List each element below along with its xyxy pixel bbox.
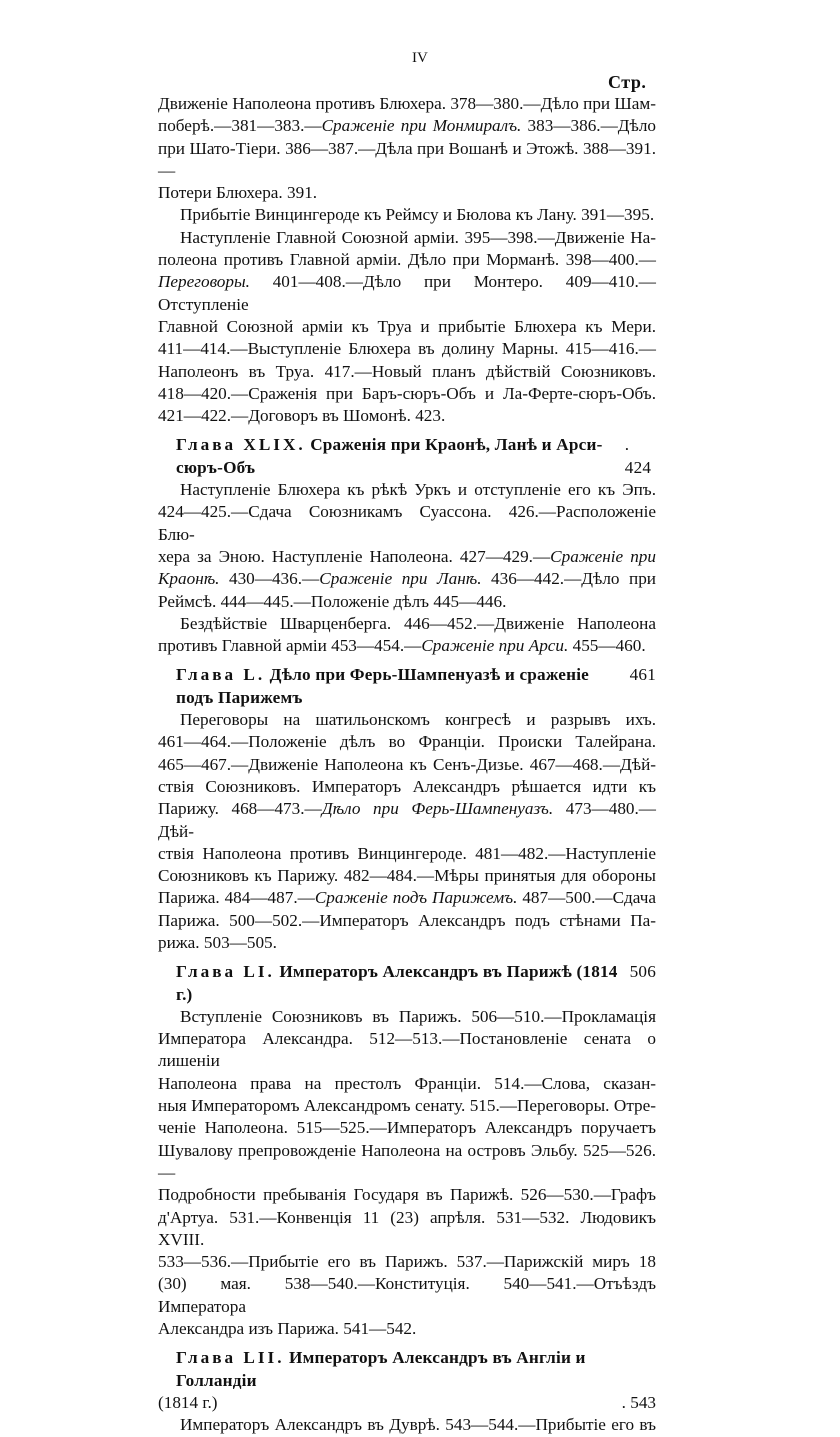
text-line: ствія Союзниковъ. Императоръ Александръ рѣшается идти къ <box>158 776 656 796</box>
chapter-52-summary <box>158 1414 656 1436</box>
chapter-51-summary <box>158 1006 656 1340</box>
italic-battle-name: Сраженіе при Ланѣ. <box>319 569 482 589</box>
chapter-52-heading <box>158 1347 656 1392</box>
chapter-50-heading <box>158 664 656 709</box>
chapter-50-summary <box>158 709 656 954</box>
text-line: 424—425.—Сдача Союзникамъ Суассона. 426.—Расположеніе Блю- <box>158 502 656 544</box>
chapter-51-heading <box>158 961 656 1006</box>
chapter-title: Дѣло при Ферь-Шампенуазѣ и сраженіе подъ Парижемъ <box>176 665 590 707</box>
text-line: ныя Императоромъ Александромъ сенату. 515.—Переговоры. Отре- <box>158 1096 656 1116</box>
chapter-leader-dots: . <box>621 1392 626 1412</box>
chapter-label: Глава L. <box>176 665 266 685</box>
text-line: Подробности пребыванія Государя въ Парижѣ. 526—530.—Графъ <box>158 1185 656 1205</box>
text-line: Переговоры. 401—408.—Дѣло при Монтеро. 409—410.—Отступленіе <box>158 272 656 314</box>
chapter-leader-dots: . <box>624 435 630 455</box>
chapter-title: Сраженія при Краонѣ, Ланѣ и Арси-сюръ-Объ <box>176 435 603 477</box>
text-line: полеона противъ Главной арміи. Дѣло при Морманѣ. 398—400.— <box>158 250 656 270</box>
chapter-49-heading <box>158 434 656 479</box>
text-line: Наступленіе Главной Союзной арміи. 395—398.—Движеніе На- <box>180 227 656 247</box>
paragraph-reinforcements <box>158 204 656 226</box>
text-line: поберѣ.—381—383.—Сраженіе при Монмиралъ. 383—386.—Дѣло <box>158 116 656 136</box>
text-line: Императора Александра. 512—513.—Постановленіе сената о лишеніи <box>158 1029 656 1071</box>
text-line: Наполеона права на престолъ Франціи. 514.—Слова, сказан- <box>158 1073 656 1093</box>
italic-negotiations: Переговоры. <box>158 272 250 292</box>
chapter-49-summary <box>158 479 656 657</box>
text-line: Наступленіе Блюхера къ рѣкѣ Уркъ и отступленіе его къ Эпъ. <box>180 480 656 500</box>
text-line: при Шато-Тіери. 386—387.—Дѣла при Вошанѣ и Этожѣ. 388—391.— <box>158 138 656 180</box>
chapter-page-ref: 461 <box>629 665 656 685</box>
paragraph-main-army <box>158 227 656 428</box>
chapter-label: Глава LII. <box>176 1348 285 1368</box>
text-line: Парижа. 484—487.—Сраженіе подъ Парижемъ. 487—500.—Сдача <box>158 888 656 908</box>
chapter-label: Глава LI. <box>176 962 275 982</box>
text-line: Прибытіе Винцингероде къ Реймсу и Бюлова къ Лану. 391—395. <box>180 205 655 225</box>
text-line: хера за Эною. Наступленіе Наполеона. 427—429.—Сраженіе при <box>158 546 656 566</box>
italic-battle-name: Дѣло при Ферь-Шампенуазъ. <box>321 799 554 819</box>
text-line: Парижу. 468—473.—Дѣло при Ферь-Шампенуазъ. 473—480.—Дѣй- <box>158 799 656 841</box>
chapter-page-ref: 506 <box>629 962 656 982</box>
chapter-page-ref: 543 <box>630 1392 656 1412</box>
text-line: Вступленіе Союзниковъ въ Парижъ. 506—510.—Прокламація <box>180 1006 656 1026</box>
chapter-year: (1814 г.) <box>158 1392 218 1412</box>
italic-battle-name: Сраженіе подъ Парижемъ. <box>314 888 518 908</box>
italic-battle-name: Сраженіе при Арси. <box>421 636 569 656</box>
text-line: Главной Союзной арміи къ Труа и прибытіе Блюхера къ Мери. <box>158 316 656 336</box>
chapter-page-ref: 424 <box>624 457 652 477</box>
text-line: 418—420.—Сраженія при Баръ-сюръ-Объ и Ла-Ферте-сюръ-Объ. <box>158 383 656 403</box>
chapter-title: Императоръ Александръ въ Парижѣ (1814 г.) <box>176 962 618 1004</box>
text-line: Императоръ Александръ въ Дуврѣ. 543—544.—Прибытіе его въ <box>180 1415 656 1435</box>
text-line: Наполеонъ въ Труа. 417.—Новый планъ дѣйствій Союзниковъ. <box>158 361 656 381</box>
text-line: Движеніе Наполеона противъ Блюхера. 378—380.—Дѣло при Шам- <box>158 94 656 113</box>
text-line: Бездѣйствіе Шварценберга. 446—452.—Движеніе Наполеона <box>180 613 656 633</box>
text-line: рижа. 503—505. <box>158 932 277 952</box>
table-of-contents <box>158 93 656 1437</box>
text-line: (30) мая. 538—540.—Конституція. 540—541.—Отъѣздъ Императора <box>158 1274 656 1316</box>
text-line: д'Артуа. 531.—Конвенція 11 (23) апрѣля. 531—532. Людовикъ XVIII. <box>158 1207 656 1249</box>
italic-battle-name: Сраженіе при <box>550 546 656 566</box>
text-line: Шувалову препровожденіе Наполеона на островъ Эльбу. 525—526.— <box>158 1140 656 1182</box>
text-line: 533—536.—Прибытіе его въ Парижъ. 537.—Парижскій миръ 18 <box>158 1252 656 1272</box>
text-line: Александра изъ Парижа. 541—542. <box>158 1319 417 1339</box>
text-line: Краонѣ. 430—436.—Сраженіе при Ланѣ. 436—442.—Дѣло при <box>158 569 657 589</box>
text-line: 461—464.—Положеніе дѣлъ во Франціи. Происки Талейрана. <box>158 732 656 752</box>
text-line: Союзниковъ къ Парижу. 482—484.—Мѣры принятыя для обороны <box>158 866 656 886</box>
text-line: 465—467.—Движеніе Наполеона къ Сенъ-Дизье. 467—468.—Дѣй- <box>158 754 656 774</box>
text-line: Переговоры на шатильонскомъ конгресѣ и разрывъ ихъ. <box>180 710 656 730</box>
text-line: ствія Наполеона противъ Винцингероде. 481—482.—Наступленіе <box>158 843 656 863</box>
text-line: Парижа. 500—502.—Императоръ Александръ подъ стѣнами Па- <box>158 910 656 930</box>
page-column-header: Стр. <box>608 72 647 92</box>
italic-battle-name: Сраженіе при Монмиралъ. <box>321 116 522 136</box>
chapter-52-heading-cont <box>158 1392 656 1414</box>
text-line: Реймсѣ. 444—445.—Положеніе дѣлъ 445—446. <box>158 591 507 611</box>
page-number: IV <box>412 50 428 66</box>
text-line: 411—414.—Выступленіе Блюхера въ долину Марны. 415—416.— <box>158 339 656 359</box>
italic-battle-name: Краонѣ. <box>158 569 220 589</box>
text-line: противъ Главной арміи 453—454.—Сраженіе при Арси. 455—460. <box>158 636 646 656</box>
text-line: Потери Блюхера. 391. <box>158 183 318 203</box>
text-line: ченіе Наполеона. 515—525.—Императоръ Александръ поручаетъ <box>158 1118 656 1138</box>
paragraph-blucher-campaign <box>158 93 656 204</box>
chapter-label: Глава XLIX. <box>176 435 306 455</box>
text-line: 421—422.—Договоръ въ Шомонѣ. 423. <box>158 406 446 426</box>
chapter-title: Императоръ Александръ въ Англіи и Голландіи <box>176 1348 586 1390</box>
